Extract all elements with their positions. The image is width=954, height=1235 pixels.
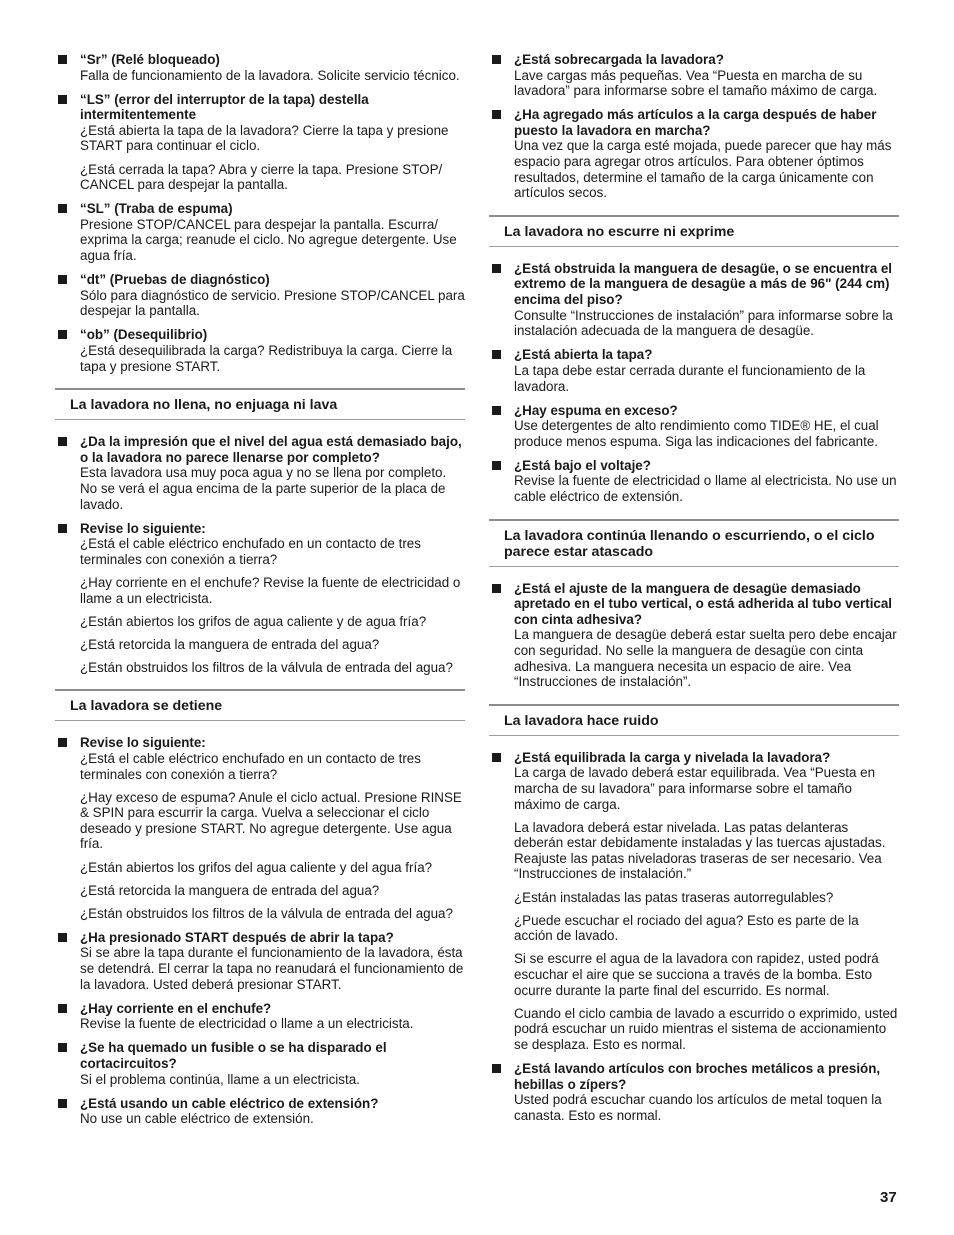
answer-text: Si el problema continúa, llame a un electricista. [80, 1071, 360, 1087]
square-bullet-icon [58, 95, 67, 104]
question-text: “ob” (Desequilibrio) [80, 327, 208, 343]
question-text: “dt” (Pruebas de diagnóstico) [80, 272, 270, 288]
answer-text: ¿Está abierta la tapa de la lavadora? Cierre la tapa y presione START para continuar el ciclo. [80, 122, 449, 154]
square-bullet-icon [58, 204, 67, 213]
list-item [55, 272, 465, 319]
section-title: La lavadora no escurre ni exprime [504, 223, 735, 240]
list-item [55, 52, 465, 83]
answer-text: ¿Están abiertos los grifos de agua caliente y de agua fría? [80, 613, 427, 629]
question-text: ¿Está equilibrada la carga y nivelada la lavadora? [514, 749, 831, 765]
answer-text: La lavadora deberá estar nivelada. Las patas delanteras deberán estar debidamente instaladas y las tuercas ajustadas. Reajuste las patas niveladoras traseras de ser necesario. Vea “Instrucciones de instalación.” [514, 819, 886, 882]
list-item [55, 930, 465, 992]
square-bullet-icon [58, 55, 67, 64]
intro-list-left [55, 52, 465, 374]
section-header [489, 519, 899, 567]
list-item [55, 327, 465, 374]
answer-text: No use un cable eléctrico de extensión. [80, 1111, 314, 1127]
list-item [489, 347, 899, 394]
square-bullet-icon [492, 406, 501, 415]
answer-text: ¿Hay exceso de espuma? Anule el ciclo actual. Presione RINSE & SPIN para escurrir la carga. Vuelva a seleccionar el ciclo deseado y presione START. No agregue detergente. Use agua fría. [80, 789, 462, 852]
answer-text: ¿Está retorcida la manguera de entrada del agua? [80, 882, 380, 898]
square-bullet-icon [58, 275, 67, 284]
list-item [489, 750, 899, 1053]
answer-text: Lave cargas más pequeñas. Vea “Puesta en marcha de su lavadora” para informarse sobre el tamaño máximo de carga. [514, 67, 878, 99]
question-text: Revise lo siguiente: [80, 735, 206, 751]
section-list [55, 735, 465, 1126]
question-text: ¿Está sobrecargada la lavadora? [514, 52, 724, 67]
square-bullet-icon [492, 110, 501, 119]
list-item [489, 52, 899, 99]
question-text: ¿Ha presionado START después de abrir la tapa? [80, 929, 394, 945]
question-text: ¿Ha agregado más artículos a la carga después de haber puesto la lavadora en marcha? [514, 107, 877, 138]
question-text: ¿Hay espuma en exceso? [514, 402, 678, 418]
answer-text: ¿Está el cable eléctrico enchufado en un contacto de tres terminales con conexión a tierra? [80, 751, 421, 782]
square-bullet-icon [58, 738, 67, 747]
answer-text: La tapa debe estar cerrada durante el funcionamiento de la lavadora. [514, 362, 866, 394]
answer-text: Use detergentes de alto rendimiento como TIDE® HE, el cual produce menos espuma. Siga las indicaciones del fabricante. [514, 418, 879, 449]
question-text: “LS” (error del interruptor de la tapa) destella intermitentemente [80, 91, 369, 123]
answer-text: Revise la fuente de electricidad o llame al electricista. No use un cable eléctrico de extensión. [514, 473, 897, 505]
intro-list-right [489, 52, 899, 201]
question-text: ¿Se ha quemado un fusible o se ha disparado el cortacircuitos? [80, 1040, 387, 1071]
page-number: 37 [880, 1189, 897, 1206]
square-bullet-icon [58, 524, 67, 533]
answer-text: La manguera de desagüe deberá estar suelta pero debe encajar con seguridad. No selle la manguera de desagüe con cinta adhesiva. La manguera necesita un espacio de aire. Vea “Instrucciones de instalación”. [514, 627, 897, 690]
question-text: ¿Está bajo el voltaje? [514, 457, 651, 473]
list-item [489, 1061, 899, 1123]
left-column [55, 52, 465, 1135]
question-text: ¿Está abierta la tapa? [514, 347, 653, 363]
list-item [55, 1040, 465, 1087]
section-title: La lavadora no llena, no enjuaga ni lava [70, 397, 338, 414]
answer-text: Esta lavadora usa muy poca agua y no se llena por completo. No se verá el agua encima de la parte superior de la placa de lavado. [80, 465, 447, 512]
answer-text: ¿Están abiertos los grifos del agua caliente y del agua fría? [80, 859, 433, 875]
answer-text: Consulte “Instrucciones de instalación” para informarse sobre la instalación adecuada de la manguera de desagüe. [514, 307, 893, 339]
section-title: La lavadora hace ruido [504, 712, 659, 729]
square-bullet-icon [58, 330, 67, 339]
section-header [489, 215, 899, 247]
list-item [489, 261, 899, 339]
list-item [489, 581, 899, 690]
square-bullet-icon [492, 55, 501, 64]
section-list [489, 261, 899, 505]
list-item [489, 107, 899, 201]
section-title: La lavadora continúa llenando o escurriendo, o el ciclo parece estar atascado [504, 527, 875, 560]
list-item [55, 521, 465, 676]
list-item [489, 458, 899, 505]
section-header [55, 388, 465, 420]
list-item [55, 434, 465, 512]
section-list [489, 581, 899, 690]
square-bullet-icon [58, 1099, 67, 1108]
answer-text: ¿Está el cable eléctrico enchufado en un contacto de tres terminales con conexión a tierra? [80, 536, 421, 567]
list-item [55, 1096, 465, 1127]
square-bullet-icon [58, 933, 67, 942]
answer-text: Si se escurre el agua de la lavadora con rapidez, usted podrá escuchar el aire que se succiona a través de la bomba. Esto ocurre durante la parte final del escurrido. Es normal. [514, 951, 879, 998]
answer-text: ¿Están instaladas las patas traseras autorregulables? [514, 889, 834, 905]
answer-text: Falla de funcionamiento de la lavadora. Solicite servicio técnico. [80, 67, 460, 83]
right-column [489, 52, 899, 1132]
section-list [55, 434, 465, 675]
answer-text: Una vez que la carga esté mojada, puede parecer que hay más espacio para agregar otros artículos. Para obtener óptimos resultados, determine el tamaño de la carga únicamente con artículos secos. [514, 138, 892, 201]
square-bullet-icon [58, 1043, 67, 1052]
square-bullet-icon [492, 264, 501, 273]
question-text: ¿Está usando un cable eléctrico de extensión? [80, 1095, 379, 1111]
answer-text: ¿Está desequilibrada la carga? Redistribuya la carga. Cierre la tapa y presione START. [80, 343, 453, 374]
square-bullet-icon [492, 584, 501, 593]
answer-text: Presione STOP/CANCEL para despejar la pantalla. Escurra/ exprima la carga; reanude el ciclo. No agregue detergente. Use agua fría. [80, 216, 457, 264]
question-text: Revise lo siguiente: [80, 520, 206, 536]
list-item [55, 201, 465, 263]
answer-text: Revise la fuente de electricidad o llame a un electricista. [80, 1016, 414, 1032]
question-text: ¿Está obstruida la manguera de desagüe, o se encuentra el extremo de la manguera de desagüe a más de 96" (244 cm) encima del piso? [514, 260, 893, 308]
answer-text: ¿Puede escuchar el rociado del agua? Esto es parte de la acción de lavado. [514, 912, 859, 944]
square-bullet-icon [58, 1004, 67, 1013]
answer-text: Si se abre la tapa durante el funcionamiento de la lavadora, ésta se detendrá. El cerrar la tapa no reanudará el funcionamiento de la lavadora. Usted deberá presionar START. [80, 945, 464, 992]
answer-text: ¿Están obstruidos los filtros de la válvula de entrada del agua? [80, 659, 453, 675]
answer-text: ¿Hay corriente en el enchufe? Revise la fuente de electricidad o llame a un electricista. [80, 574, 461, 606]
question-text: ¿Hay corriente en el enchufe? [80, 1000, 272, 1016]
square-bullet-icon [492, 1064, 501, 1073]
list-item [489, 403, 899, 450]
list-item [55, 735, 465, 921]
answer-text: Cuando el ciclo cambia de lavado a escurrido o exprimido, usted podrá escuchar un ruido mientras el sistema de accionamiento se desplaza. Esto es normal. [514, 1005, 898, 1052]
question-text: ¿Da la impresión que el nivel del agua está demasiado bajo, o la lavadora no parece llenarse por completo? [80, 434, 462, 465]
section-header [489, 704, 899, 736]
square-bullet-icon [492, 350, 501, 359]
list-item [55, 92, 465, 193]
question-text: ¿Está el ajuste de la manguera de desagüe demasiado apretado en el tubo vertical, o está adherida al tubo vertical con cinta adhesiva? [514, 580, 893, 627]
answer-text: Usted podrá escuchar cuando los artículos de metal toquen la canasta. Esto es normal. [514, 1092, 882, 1123]
answer-text: Sólo para diagnóstico de servicio. Presione STOP/CANCEL para despejar la pantalla. [80, 287, 465, 319]
answer-text: ¿Está retorcida la manguera de entrada del agua? [80, 636, 380, 652]
square-bullet-icon [492, 461, 501, 470]
section-header [55, 689, 465, 721]
section-title: La lavadora se detiene [70, 698, 223, 715]
question-text: “SL” (Traba de espuma) [80, 201, 233, 217]
section-list [489, 750, 899, 1123]
answer-text: ¿Está cerrada la tapa? Abra y cierre la tapa. Presione STOP/ CANCEL para despejar la pantalla. [80, 161, 443, 193]
question-text: ¿Está lavando artículos con broches metálicos a presión, hebillas o zípers? [514, 1060, 881, 1092]
square-bullet-icon [58, 437, 67, 446]
list-item [55, 1001, 465, 1032]
answer-text: La carga de lavado deberá estar equilibrada. Vea “Puesta en marcha de su lavadora” para informarse sobre el tamaño máximo de carga. [514, 765, 876, 812]
square-bullet-icon [492, 753, 501, 762]
answer-text: ¿Están obstruidos los filtros de la válvula de entrada del agua? [80, 905, 453, 921]
question-text: “Sr” (Relé bloqueado) [80, 52, 220, 67]
